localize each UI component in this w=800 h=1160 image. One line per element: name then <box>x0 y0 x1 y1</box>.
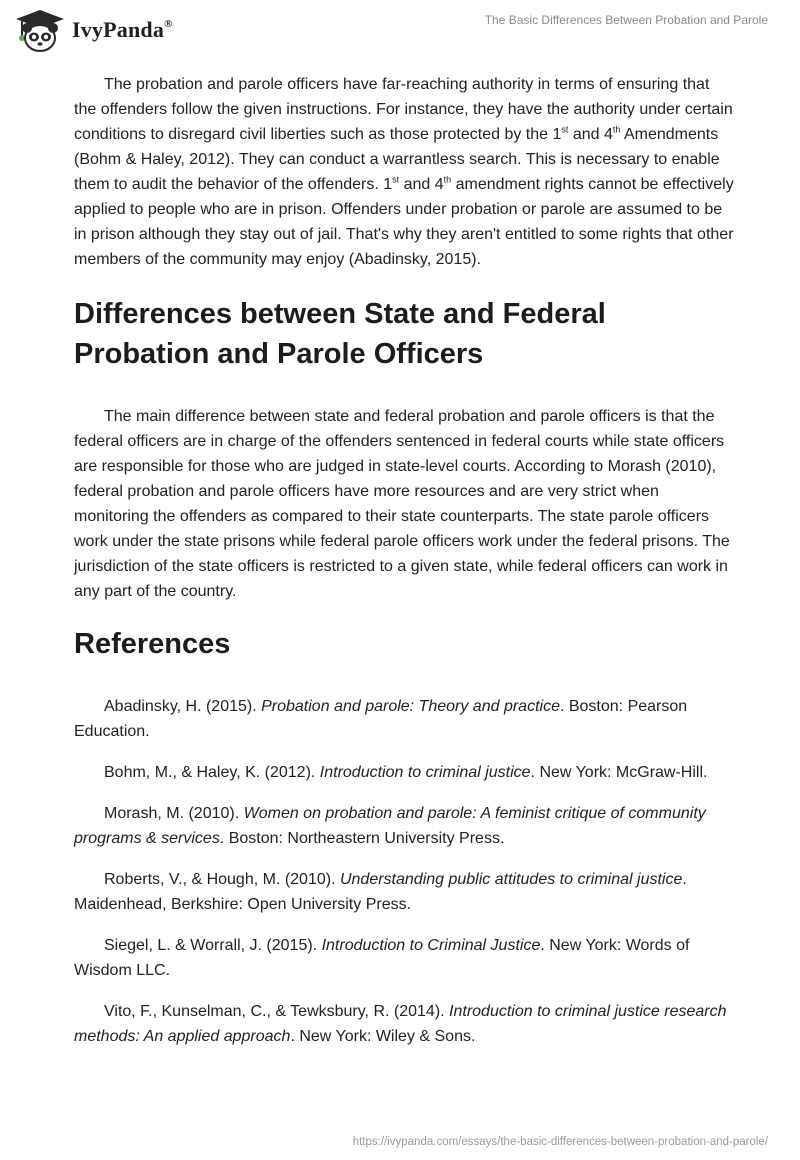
reference-item: Vito, F., Kunselman, C., & Tewksbury, R. (2014). Introduction to criminal justice research methods: An applied approach. New York: Wiley & Sons. <box>74 1003 727 1045</box>
paragraph-officer-authority: The probation and parole officers have far-reaching authority in terms of ensuring that the offenders follow the given instructions. For instance, they have the authority under certain conditions to disregard civil liberties such as those protected by the 1st and 4th Amendments (Bohm & Haley, 2012). They can conduct a warrantless search. This is necessary to enable them to audit the behavior of the offenders. 1st and 4th amendment rights cannot be effectively applied to people who are in prison. Offenders under probation or parole are assumed to be in prison although they stay out of jail. That's why they aren't entitled to some rights that other members of the community may enjoy (Abadinsky, 2015). <box>74 76 734 268</box>
panda-graduate-icon <box>14 6 66 54</box>
reference-item: Siegel, L. & Worrall, J. (2015). Introduction to Criminal Justice. New York: Words of Wisdom LLC. <box>74 937 690 979</box>
source-url-link[interactable]: https://ivypanda.com/essays/the-basic-differences-between-probation-and-parole/ <box>352 1136 768 1148</box>
document-title: The Basic Differences Between Probation and Parole <box>484 13 768 27</box>
brand-name: IvyPanda® <box>72 17 173 42</box>
section-heading-differences: Differences between State and Federal Probation and Parole Officers <box>74 298 606 370</box>
references-list <box>74 694 734 1049</box>
reference-item: Roberts, V., & Hough, M. (2010). Understanding public attitudes to criminal justice. Maidenhead, Berkshire: Open University Press. <box>74 871 687 913</box>
reference-item: Abadinsky, H. (2015). Probation and parole: Theory and practice. Boston: Pearson Education. <box>74 698 688 740</box>
page-header <box>0 0 800 70</box>
paragraph-differences: The main difference between state and federal probation and parole officers is that the federal officers are in charge of the offenders sentenced in federal courts while state officers are responsible for those who are judged in state-level courts. According to Morash (2010), federal probation and parole officers have more resources and are very strict when monitoring the offenders as compared to their state counterparts. The state parole officers work under the state prisons while federal parole officers work under the federal prisons. The jurisdiction of the state officers is restricted to a given state, while federal officers can work in any part of the country. <box>74 408 730 600</box>
essay-content <box>74 72 734 1065</box>
ivypanda-logo[interactable] <box>14 6 173 54</box>
section-heading-references: References <box>74 628 231 660</box>
reference-item: Morash, M. (2010). Women on probation and parole: A feminist critique of community programs & services. Boston: Northeastern University Press. <box>74 805 706 847</box>
reference-item: Bohm, M., & Haley, K. (2012). Introduction to criminal justice. New York: McGraw-Hill. <box>104 764 708 781</box>
